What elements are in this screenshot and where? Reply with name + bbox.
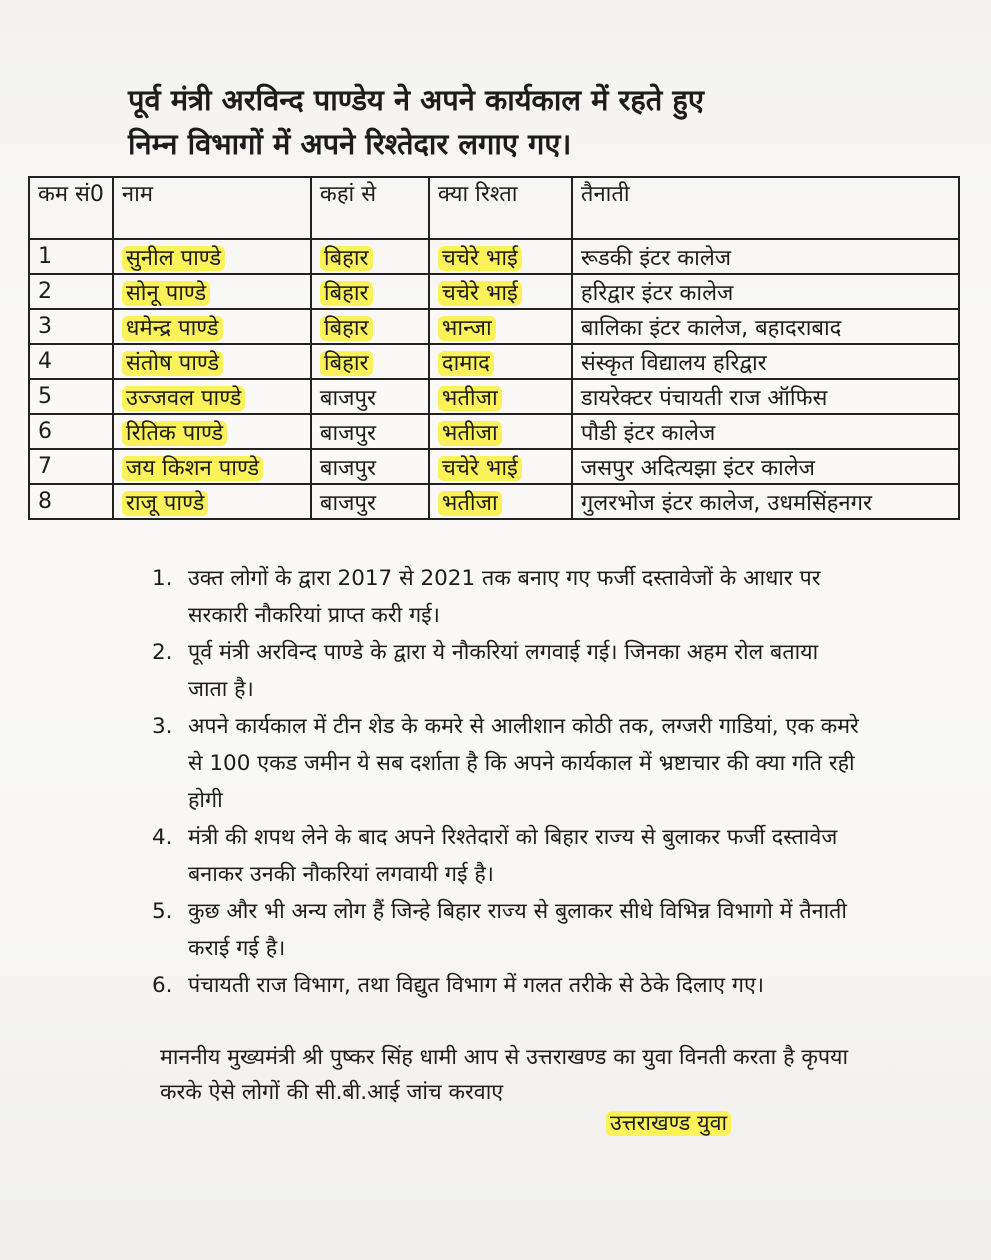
cell-serial: 7 (29, 449, 113, 484)
cell-relation: चचेरे भाई (429, 274, 572, 309)
cell-relation: चचेरे भाई (429, 239, 572, 274)
title-line-1: पूर्व मंत्री अरविन्द पाण्डेय ने अपने कार्यकाल में रहते हुए (128, 83, 704, 117)
cell-name: सोनू पाण्डे (113, 274, 311, 309)
table-row (29, 239, 959, 274)
table-row (29, 344, 959, 379)
cell-serial: 1 (29, 239, 113, 274)
cell-from: बाजपुर (311, 449, 429, 484)
cell-serial: 5 (29, 379, 113, 414)
list-item (152, 634, 860, 708)
table-row (29, 274, 959, 309)
cell-name: राजू पाण्डे (113, 484, 311, 519)
cell-relation: भतीजा (429, 484, 572, 519)
list-item (152, 819, 860, 893)
item-text: कुछ और भी अन्य लोग हैं जिन्हे बिहार राज्य से बुलाकर सीधे विभिन्न विभागो में तैनाती कराई गई है। (188, 899, 847, 961)
cell-name: जय किशन पाण्डे (113, 449, 311, 484)
cell-name: संतोष पाण्डे (113, 344, 311, 379)
cell-relation: चचेरे भाई (429, 449, 572, 484)
table-header-row (29, 177, 959, 239)
cell-name: धमेन्द्र पाण्डे (113, 309, 311, 344)
header-name: नाम (113, 177, 311, 239)
item-number: 4. (152, 825, 173, 850)
cell-from: बाजपुर (311, 379, 429, 414)
list-item (152, 560, 860, 634)
cell-name: उज्जवल पाण्डे (113, 379, 311, 414)
header-relation: क्या रिश्ता (429, 177, 572, 239)
allegations-list (152, 560, 860, 1004)
cell-from: बिहार (311, 309, 429, 344)
cell-relation: दामाद (429, 344, 572, 379)
title-line-2: निम्न विभागों में अपने रिश्तेदार लगाए गए। (128, 127, 572, 161)
header-serial: कम सं0 (29, 177, 113, 239)
list-item (152, 708, 860, 819)
cell-posting: जसपुर अदित्यझा इंटर कालेज (572, 449, 959, 484)
cell-posting: पौडी इंटर कालेज (572, 414, 959, 449)
item-text: मंत्री की शपथ लेने के बाद अपने रिश्तेदारों को बिहार राज्य से बुलाकर फर्जी दस्तावेज बनाकर उनकी नौकरियां लगवायी गई है। (188, 825, 838, 887)
document-title (128, 78, 888, 166)
table-row (29, 414, 959, 449)
cell-from: बाजपुर (311, 414, 429, 449)
cell-from: बिहार (311, 274, 429, 309)
cell-posting: गुलरभोज इंटर कालेज, उधमसिंहनगर (572, 484, 959, 519)
list-item (152, 893, 860, 967)
cell-name: रितिक पाण्डे (113, 414, 311, 449)
item-text: उक्त लोगों के द्वारा 2017 से 2021 तक बनाए गए फर्जी दस्तावेजों के आधार पर सरकारी नौकरियां प्राप्त करी गई। (188, 566, 821, 628)
cell-posting: बालिका इंटर कालेज, बहादराबाद (572, 309, 959, 344)
cell-from: बिहार (311, 344, 429, 379)
cell-name: सुनील पाण्डे (113, 239, 311, 274)
cell-serial: 4 (29, 344, 113, 379)
cell-serial: 6 (29, 414, 113, 449)
signature: उत्तराखण्ड युवा (606, 1108, 731, 1137)
item-number: 3. (152, 714, 173, 739)
cell-serial: 3 (29, 309, 113, 344)
item-text: अपने कार्यकाल में टीन शेड के कमरे से आलीशान कोठी तक, लग्जरी गाडियां, एक कमरे से 100 एकड जमीन ये सब दर्शाता है कि अपने कार्यकाल में भ्रष्टाचार की क्या गति रही होगी (188, 714, 859, 813)
cell-relation: भान्जा (429, 309, 572, 344)
table-row (29, 484, 959, 519)
cell-posting: डायरेक्टर पंचायती राज ऑफिस (572, 379, 959, 414)
item-text: पूर्व मंत्री अरविन्द पाण्डे के द्वारा ये नौकरियां लगवाई गई। जिनका अहम रोल बताया जाता है। (188, 640, 819, 702)
cell-relation: भतीजा (429, 414, 572, 449)
cell-from: बाजपुर (311, 484, 429, 519)
item-number: 6. (152, 973, 173, 998)
item-number: 2. (152, 640, 173, 665)
table-row (29, 449, 959, 484)
table-row (29, 379, 959, 414)
item-number: 1. (152, 566, 173, 591)
item-text: पंचायती राज विभाग, तथा विद्युत विभाग में गलत तरीके से ठेके दिलाए गए। (188, 973, 765, 998)
header-from: कहां से (311, 177, 429, 239)
list-item (152, 967, 860, 1004)
item-number: 5. (152, 899, 173, 924)
cell-relation: भतीजा (429, 379, 572, 414)
cell-from: बिहार (311, 239, 429, 274)
cell-posting: हरिद्वार इंटर कालेज (572, 274, 959, 309)
relatives-table (28, 176, 960, 520)
table-row (29, 309, 959, 344)
cell-posting: रूडकी इंटर कालेज (572, 239, 959, 274)
cell-serial: 2 (29, 274, 113, 309)
cell-posting: संस्कृत विद्यालय हरिद्वार (572, 344, 959, 379)
header-posting: तैनाती (572, 177, 959, 239)
closing-request: माननीय मुख्यमंत्री श्री पुष्कर सिंह धामी आप से उत्तराखण्ड का युवा विनती करता है कृपया करके ऐसे लोगों की सी.बी.आई जांच करवाए (160, 1045, 849, 1105)
cell-serial: 8 (29, 484, 113, 519)
